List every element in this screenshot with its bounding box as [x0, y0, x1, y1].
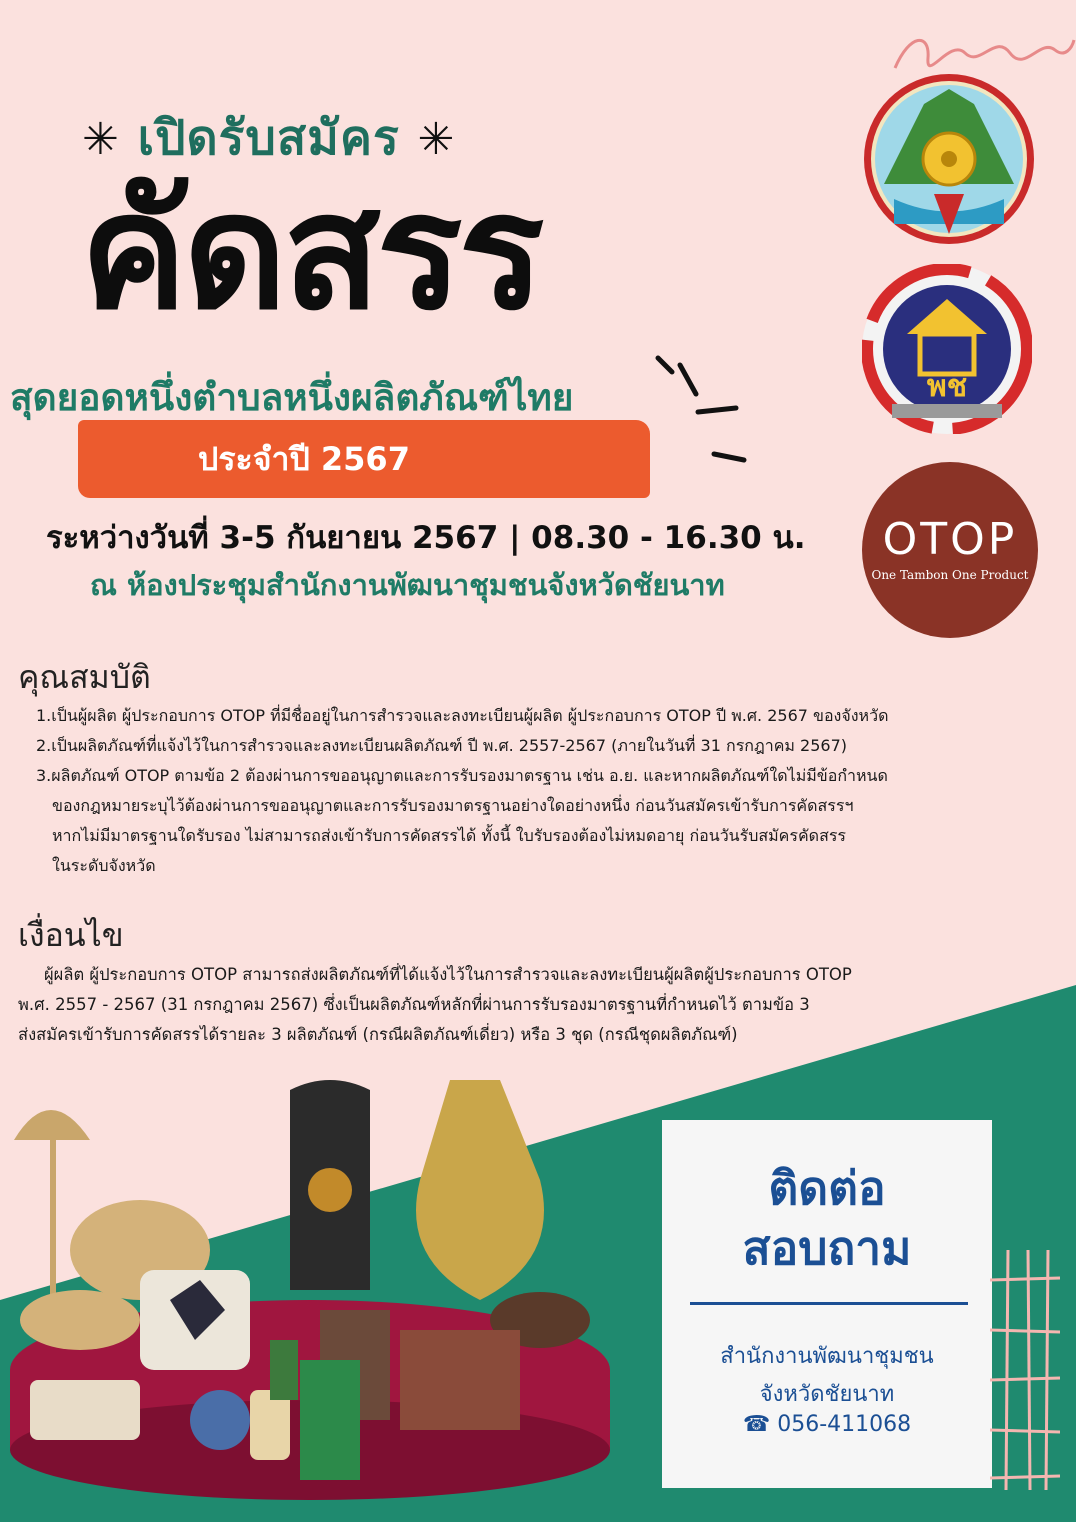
subtitle: สุดยอดหนึ่งตำบลหนึ่งผลิตภัณฑ์ไทย: [10, 376, 574, 419]
condition-text: พ.ศ. 2557 - 2567 (31 กรกฎาคม 2567) ซึ่งเป็นผลิตภัณฑ์หลักที่ผ่านการรับรองมาตรฐานที่กำหนดไว้ ตามข้อ 3: [18, 995, 810, 1014]
otop-products-image: [0, 1060, 650, 1522]
cdd-logo-text: พช: [926, 369, 968, 404]
contact-title: สอบถาม: [742, 1221, 912, 1275]
contact-box: [662, 1120, 992, 1488]
condition-text: ผู้ผลิต ผู้ประกอบการ OTOP สามารถส่งผลิตภัณฑ์ที่ได้แจ้งไว้ในการสำรวจและลงทะเบียนผู้ผลิตผู้ประกอบการ OTOP: [44, 965, 852, 984]
year-banner: [78, 420, 650, 498]
qualification-item: 2.เป็นผลิตภัณฑ์ที่แจ้งไว้ในการสำรวจและลงทะเบียนผลิตภัณฑ์ ปี พ.ศ. 2557-2567 (ภายในวันที่ 31 กรกฎาคม 2567): [36, 736, 847, 755]
conditions-heading: เงื่อนไข: [18, 916, 124, 954]
condition-text: ส่งสมัครเข้ารับการคัดสรรได้รายละ 3 ผลิตภัณฑ์ (กรณีผลิตภัณฑ์เดี่ยว) หรือ 3 ชุด (กรณีชุดผลิตภัณฑ์): [18, 1025, 738, 1044]
asterisk-icon: ✳: [417, 114, 456, 165]
main-title: คัดสรร: [80, 158, 541, 345]
open-registration-text: เปิดรับสมัคร: [137, 110, 400, 166]
contact-phone: [662, 1412, 992, 1437]
contact-phone-number: 056-411068: [777, 1412, 912, 1437]
qualification-item-continued: ของกฎหมายระบุไว้ต้องผ่านการขออนุญาตและการรับรองมาตรฐานอย่างใดอย่างหนึ่ง ก่อนวันสมัครเข้ารับการคัดสรรฯ: [52, 796, 854, 815]
province-seal-logo: [864, 74, 1034, 244]
contact-title: ติดต่อ: [768, 1161, 886, 1215]
event-date: ระหว่างวันที่ 3-5 กันยายน 2567 | 08.30 - 16.30 น.: [46, 520, 806, 556]
qualifications-heading: คุณสมบัติ: [18, 658, 151, 696]
contact-organization: สำนักงานพัฒนาชุมชน: [720, 1344, 934, 1369]
contact-organization: จังหวัดชัยนาท: [759, 1382, 895, 1407]
qualification-item: 3.ผลิตภัณฑ์ OTOP ตามข้อ 2 ต้องผ่านการขออนุญาตและการรับรองมาตรฐาน เช่น อ.ย. และหากผลิตภัณฑ์ใดไม่มีข้อกำหนด: [36, 766, 888, 785]
otop-logo-tagline: One Tambon One Product: [871, 568, 1029, 582]
qualification-item: 1.เป็นผู้ผลิต ผู้ประกอบการ OTOP ที่มีชื่ออยู่ในการสำรวจและลงทะเบียนผู้ผลิต ผู้ประกอบการ OTOP ปี พ.ศ. 2567 ของจังหวัด: [36, 706, 889, 725]
grid-decoration: [990, 1250, 1060, 1490]
otop-logo-word: OTOP: [882, 514, 1018, 565]
community-development-logo: [862, 264, 1032, 434]
year-banner-text: ประจำปี 2567: [198, 439, 410, 478]
phone-icon: ☎: [742, 1412, 771, 1437]
qualification-item-continued: หากไม่มีมาตรฐานใดรับรอง ไม่สามารถส่งเข้ารับการคัดสรรได้ ทั้งนี้ ใบรับรองต้องไม่หมดอายุ ก่อนวันรับสมัครคัดสรร: [52, 826, 847, 845]
asterisk-icon: ✳: [82, 114, 120, 165]
qualification-item-continued: ในระดับจังหวัด: [52, 856, 156, 875]
event-venue: ณ ห้องประชุมสำนักงานพัฒนาชุมชนจังหวัดชัยนาท: [90, 568, 725, 602]
contact-divider: [690, 1302, 968, 1305]
dash-scribble-decoration: [650, 350, 760, 470]
otop-logo: [862, 462, 1038, 638]
